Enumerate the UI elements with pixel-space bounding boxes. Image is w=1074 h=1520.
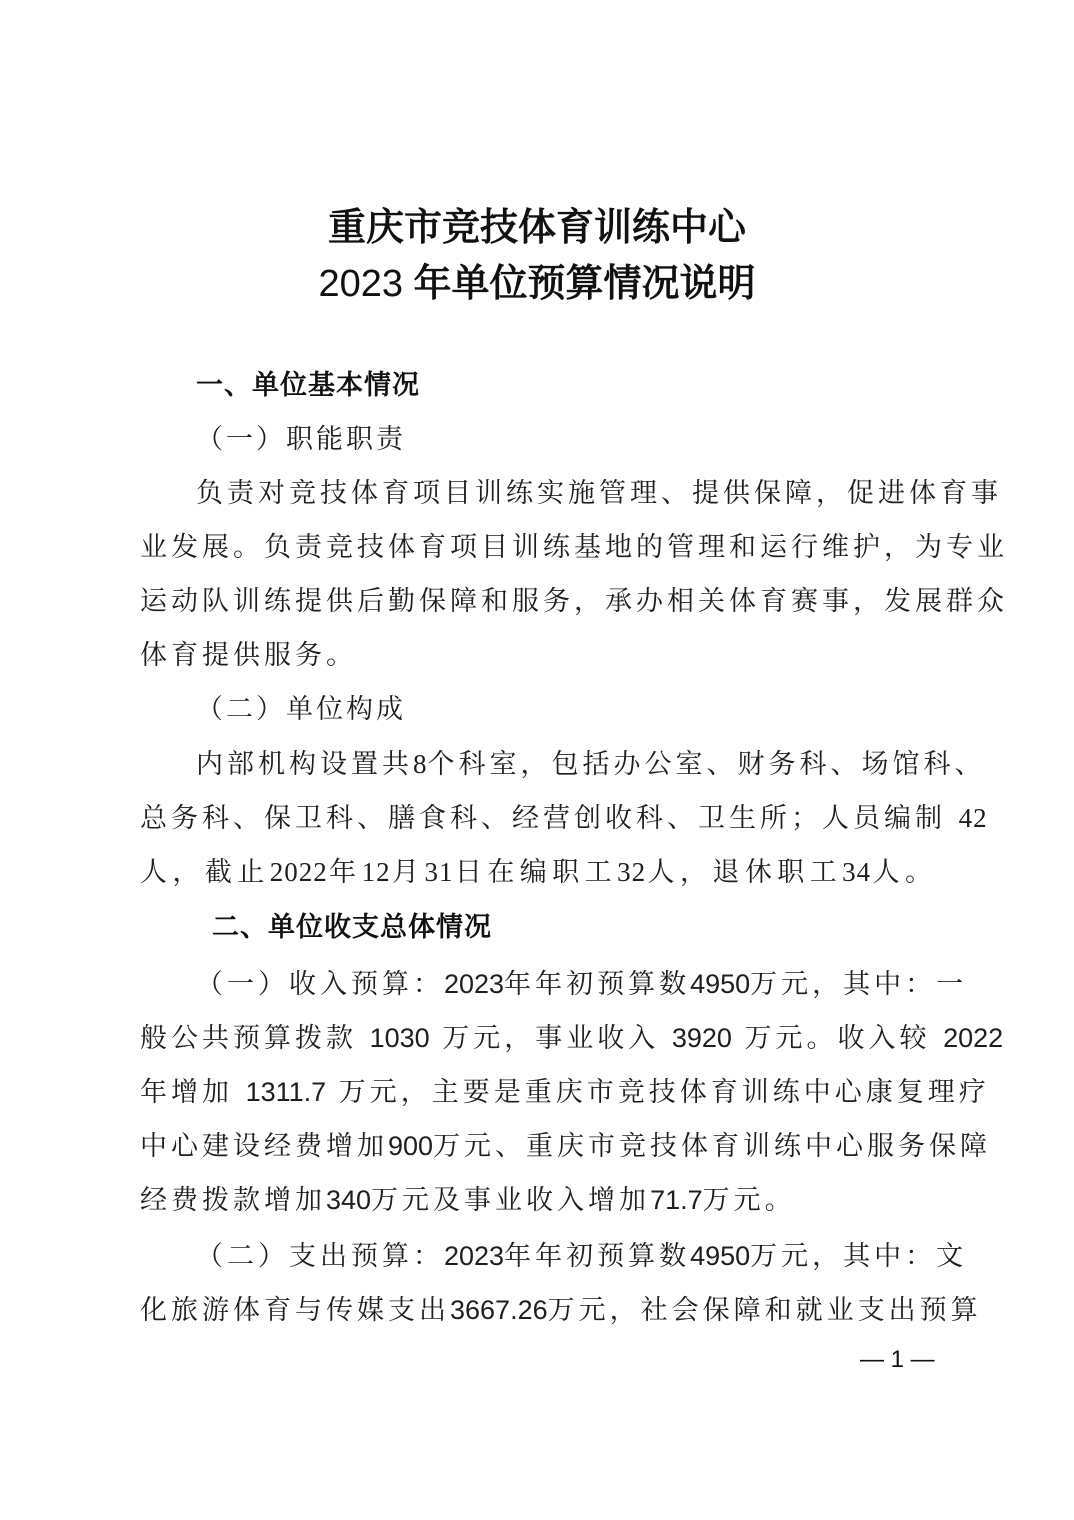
paragraph-line [140,1072,990,1112]
number: 31 [424,857,454,887]
title-text: 年单位预算情况说明 [413,260,756,305]
text: （二）支出预算： [196,1241,444,1272]
text: 万元，其中：一 [750,969,968,1000]
text: 经费拨款增加 [140,1185,326,1216]
text: 年增加 [140,1077,233,1108]
text: 内部机构设置共 [196,749,413,780]
paragraph-line: 负责对竞技体育项目训练实施管理、提供保障，促进体育事 [196,478,1002,509]
paragraph-line [140,798,988,838]
section2-heading: 二、单位收支总体情况 [212,912,492,943]
text: 万元，其中：文 [750,1241,968,1272]
document-title-line1: 重庆市竞技体育训练中心 [327,204,746,249]
paragraph-line [140,744,986,784]
text: 年年初预算数 [504,969,691,1000]
number: 2022 [943,1023,1004,1053]
number: 42 [958,803,988,833]
number: 3667.26 [450,1295,548,1325]
text: 中心建设经费增加 [140,1131,388,1162]
paragraph-line [140,852,936,892]
paragraph-line: 业发展。负责竞技体育项目训练基地的管理和运行维护，为专业 [140,532,1008,563]
number: 340 [326,1185,372,1215]
number: 3920 [671,1023,732,1053]
paragraph-line [140,1290,982,1330]
number: 34 [842,857,872,887]
number: 4950 [690,969,751,999]
title-year: 2023 [318,263,403,305]
paragraph-line [140,1180,936,1220]
text: 万元及事业收入增加 [371,1185,651,1216]
number: 71.7 [650,1185,703,1215]
text: 万元、重庆市竞技体育训练中心服务保障 [433,1131,992,1162]
text: 日在编职工 [453,857,618,888]
number: 12 [361,857,391,887]
text: 月 [390,857,425,888]
paragraph-line [140,1126,992,1166]
page-number: — 1 — [860,1346,935,1373]
section1-sub1-heading: （一）职能职责 [196,424,406,455]
number: 2022 [269,857,328,887]
number: 2023 [444,969,505,999]
text: 般公共预算拨款 [140,1023,357,1054]
text: 人。 [871,857,937,888]
number: 4950 [690,1241,751,1271]
section1-heading: 一、单位基本情况 [196,370,420,401]
text: 万元，社会保障和就业支出预算 [547,1295,982,1326]
text: 总务科、保卫科、膳食科、经营创收科、卫生所；人员编制 [140,803,946,834]
paragraph-line: 运动队训练提供后勤保障和服务，承办相关体育赛事，发展群众 [140,586,1008,617]
number: 8 [413,749,428,779]
text: （一）收入预算： [196,969,444,1000]
text: 万元。收入较 [744,1023,931,1054]
number: 900 [388,1131,434,1161]
document-title-line2 [0,252,1074,307]
text: 年年初预算数 [504,1241,691,1272]
text: 万元。 [702,1185,796,1216]
number: 1311.7 [245,1077,327,1107]
text: 万元，主要是重庆市竞技体育训练中心康复理疗 [338,1077,990,1108]
text: 个科室，包括办公室、财务科、场馆科、 [427,749,986,780]
number: 1030 [369,1023,430,1053]
paragraph-line [140,1236,968,1276]
number: 32 [617,857,647,887]
paragraph-line: 体育提供服务。 [140,640,357,671]
section1-sub2-heading: （二）单位构成 [196,694,406,725]
text: 人，退休职工 [646,857,843,888]
text: 万元，事业收入 [442,1023,660,1054]
paragraph-line [140,1018,1004,1058]
number: 2023 [444,1241,505,1271]
text: 化旅游体育与传媒支出 [140,1295,450,1326]
text: 年 [327,857,362,888]
paragraph-line [140,964,968,1004]
text: 人，截止 [140,857,270,888]
